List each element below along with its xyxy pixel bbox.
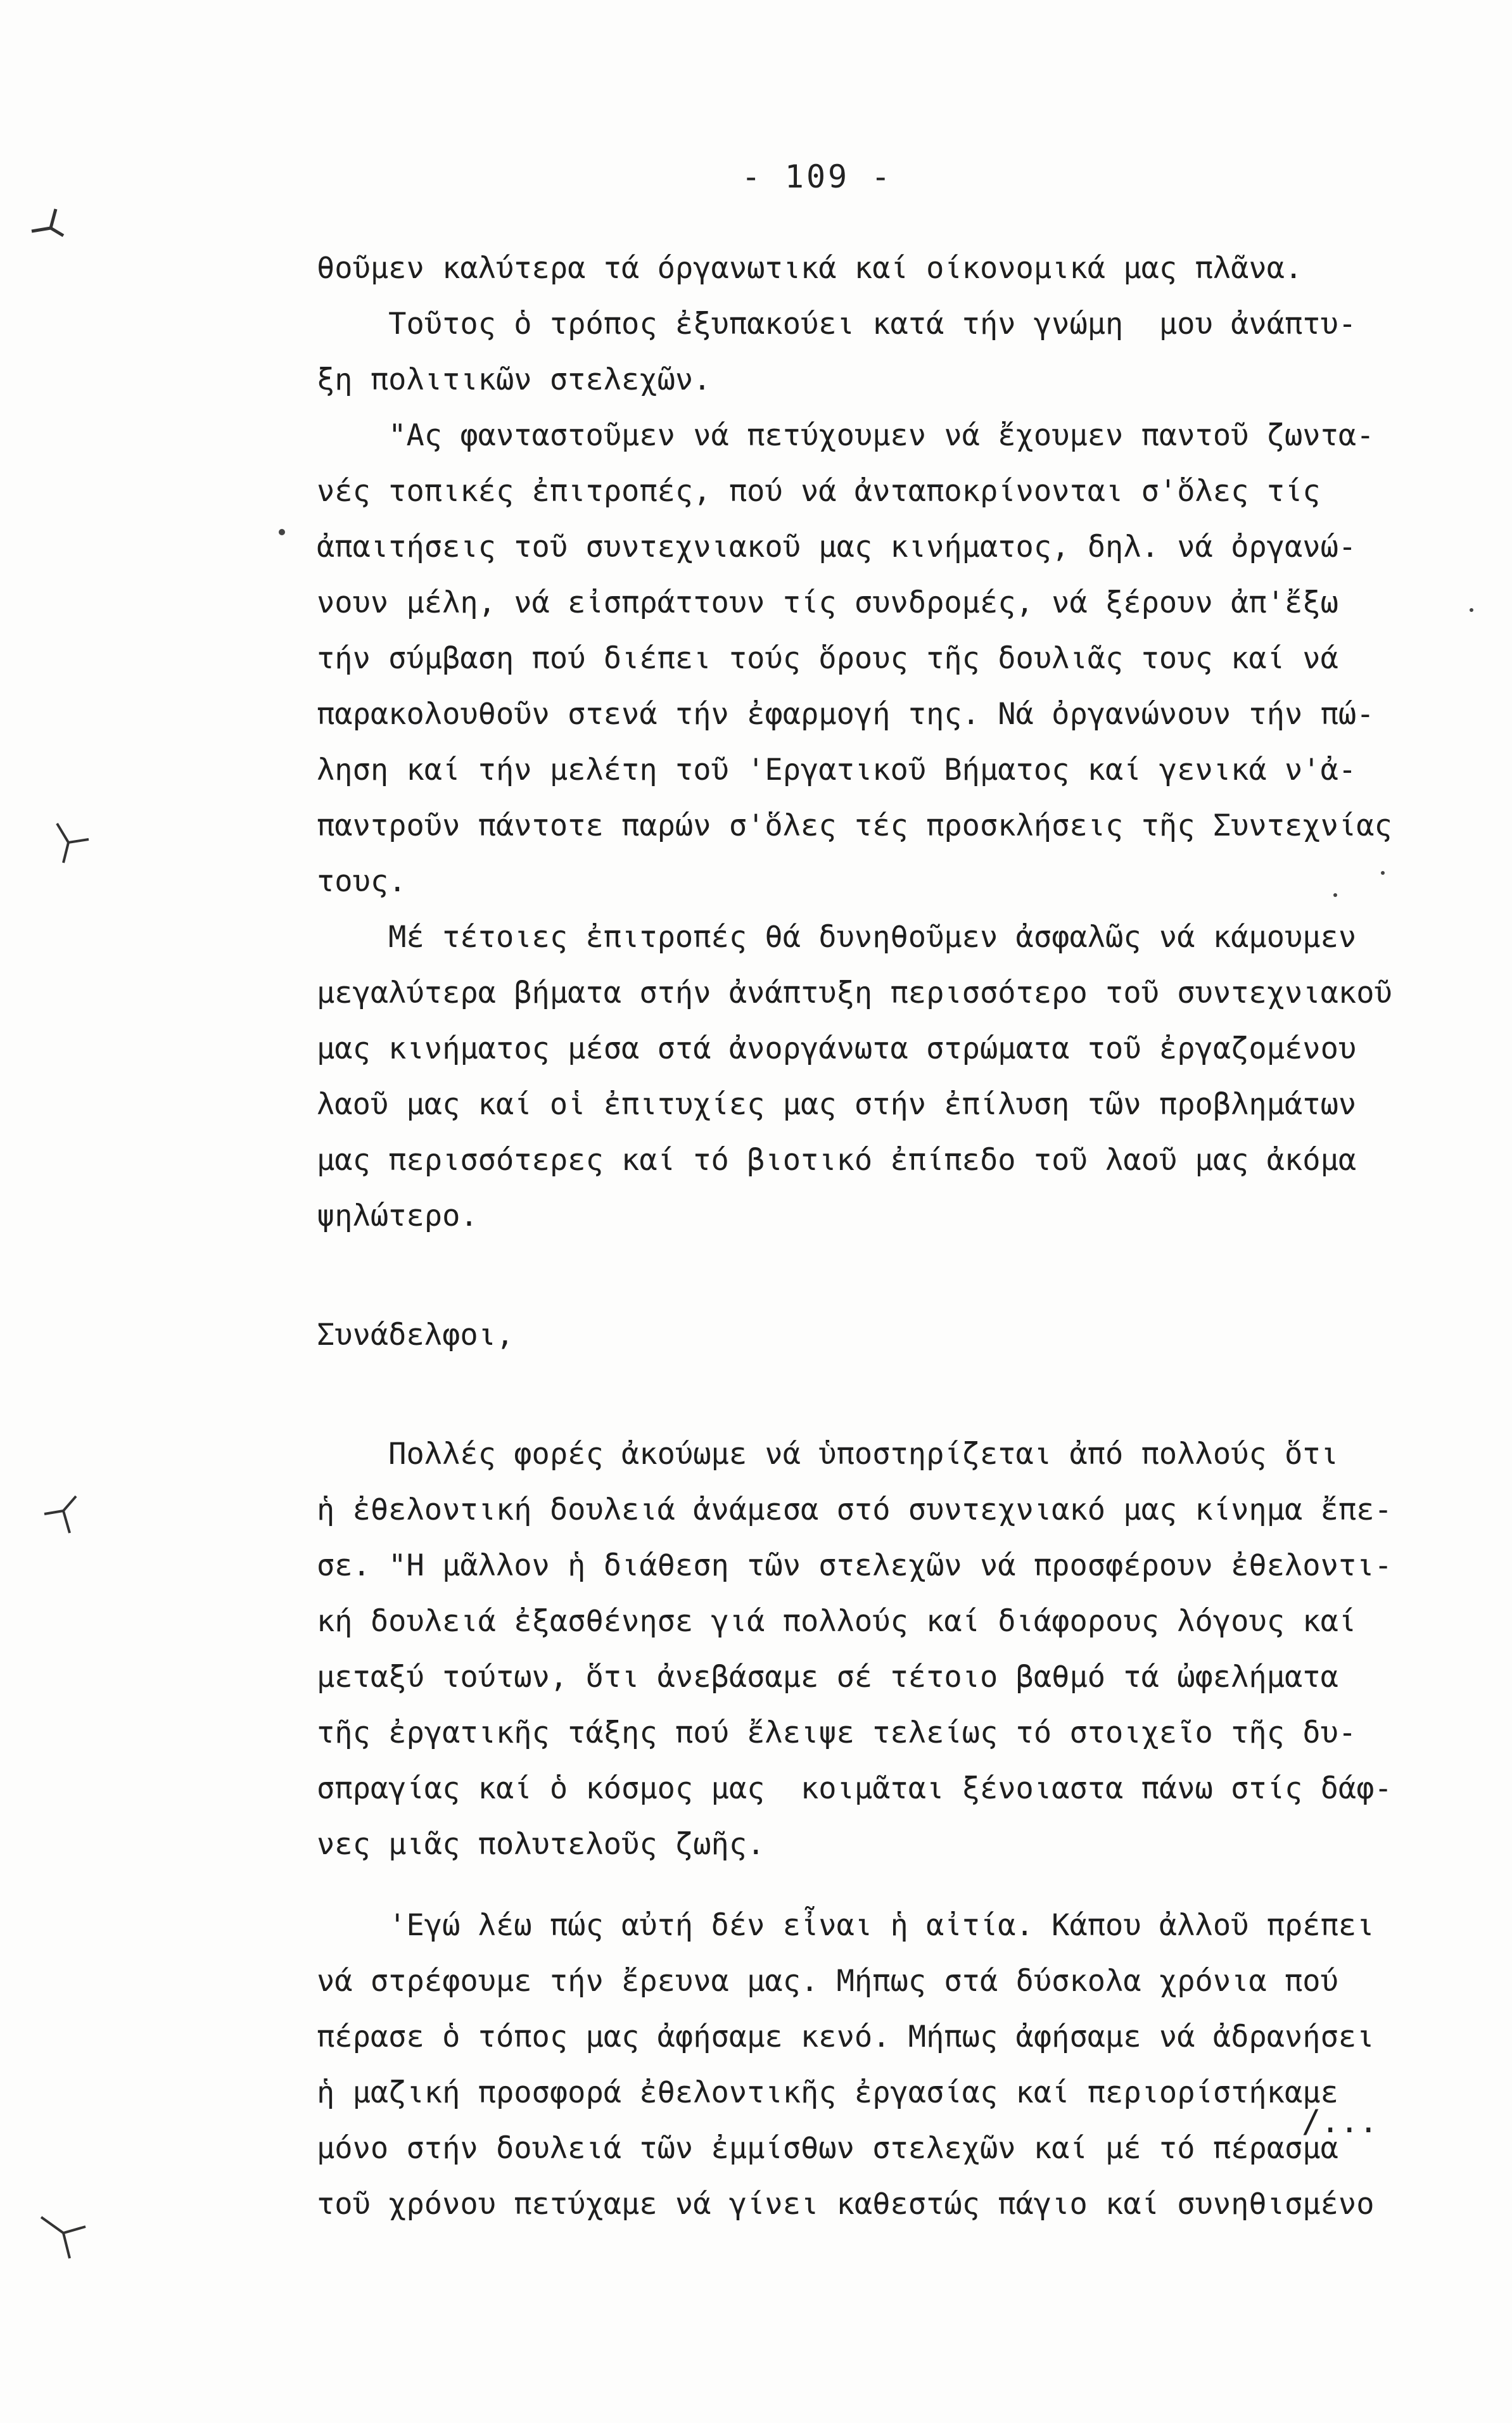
text-line: σπραγίας καί ὁ κόσμος μας κοιμᾶται ξένοιαστα πάνω στίς δάφ- bbox=[317, 1771, 1392, 1806]
text-line: νες μιᾶς πολυτελοῦς ζωῆς. bbox=[317, 1827, 765, 1862]
text-line: λαοῦ μας καί οἱ ἐπιτυχίες μας στήν ἐπίλυση τῶν προβλημάτων bbox=[317, 1087, 1357, 1122]
blank-line bbox=[317, 1873, 1495, 1898]
text-line: νές τοπικές ἐπιτροπές, πού νά ἀνταποκρίνονται σ'ὅλες τίς bbox=[317, 474, 1321, 509]
stray-dot bbox=[1333, 893, 1337, 897]
text-line: ξη πολιτικῶν στελεχῶν. bbox=[317, 362, 711, 397]
text-line: ψηλώτερο. bbox=[317, 1199, 478, 1233]
text-line: παρακολουθοῦν στενά τήν ἐφαρμογή της. Νά ὀργανώνουν τήν πώ- bbox=[317, 697, 1375, 732]
continuation-mark: /... bbox=[1302, 2103, 1378, 2140]
margin-mark-icon bbox=[44, 817, 95, 868]
text-line: μόνο στήν δουλειά τῶν ἐμμίσθων στελεχῶν καί μέ τό πέρασμα bbox=[317, 2131, 1338, 2166]
text-line: 'Εγώ λέω πώς αὐτή δέν εἶναι ἡ αἰτία. Κάπου ἀλλοῦ πρέπει bbox=[317, 1908, 1375, 1943]
body-text bbox=[317, 241, 1495, 2232]
text-line: τῆς ἐργατικῆς τάξης πού ἔλειψε τελείως τό στοιχεῖο τῆς δυ- bbox=[317, 1715, 1357, 1750]
margin-mark-icon bbox=[35, 2204, 92, 2261]
text-line: ἡ ἐθελοντική δουλειά ἀνάμεσα στό συντεχνιακό μας κίνημα ἔπε- bbox=[317, 1492, 1392, 1527]
text-line: Μέ τέτοιες ἐπιτροπές θά δυνηθοῦμεν ἀσφαλῶς νά κάμουμεν bbox=[317, 920, 1357, 955]
margin-mark-icon bbox=[25, 196, 76, 247]
text-line: μεγαλύτερα βήματα στήν ἀνάπτυξη περισσότερο τοῦ συντεχνιακοῦ bbox=[317, 976, 1392, 1010]
text-line: τους. bbox=[317, 864, 407, 899]
text-line: νουν μέλη, νά εἰσπράττουν τίς συνδρομές, νά ξέρουν ἀπ'ἔξω bbox=[317, 585, 1338, 620]
blank-line bbox=[317, 1244, 1495, 1307]
stray-dot bbox=[1381, 871, 1385, 875]
text-line: ἡ μαζική προσφορά ἐθελοντικῆς ἐργασίας καί περιορίστήκαμε bbox=[317, 2075, 1338, 2110]
text-line: μας περισσότερες καί τό βιοτικό ἐπίπεδο τοῦ λαοῦ μας ἀκόμα bbox=[317, 1143, 1357, 1178]
text-line: "Ας φανταστοῦμεν νά πετύχουμεν νά ἔχουμεν παντοῦ ζωντα- bbox=[317, 418, 1375, 453]
text-line: ληση καί τήν μελέτη τοῦ 'Εργατικοῦ Βήματος καί γενικά ν'ἀ- bbox=[317, 753, 1357, 787]
text-line: Τοῦτος ὁ τρόπος ἐξυπακούει κατά τήν γνώμη μου ἀνάπτυ- bbox=[317, 307, 1357, 341]
text-line: θοῦμεν καλύτερα τά όργανωτικά καί οίκονομικά μας πλᾶνα. bbox=[317, 251, 1303, 286]
stray-dot bbox=[279, 529, 285, 535]
stray-dot bbox=[1470, 608, 1473, 612]
text-line: τοῦ χρόνου πετύχαμε νά γίνει καθεστώς πάγιο καί συνηθισμένο bbox=[317, 2187, 1375, 2222]
text-line: παντροῦν πάντοτε παρών σ'ὅλες τές προσκλήσεις τῆς Συντεχνίας bbox=[317, 808, 1392, 843]
text-line: μας κινήματος μέσα στά ἀνοργάνωτα στρώματα τοῦ ἐργαζομένου bbox=[317, 1031, 1357, 1066]
text-line: ἀπαιτήσεις τοῦ συντεχνιακοῦ μας κινήματος, δηλ. νά ὀργανώ- bbox=[317, 530, 1357, 564]
text-line: νά στρέφουμε τήν ἔρευνα μας. Μήπως στά δύσκολα χρόνια πού bbox=[317, 1964, 1338, 1999]
margin-mark-icon bbox=[38, 1489, 89, 1539]
text-line: κή δουλειά ἐξασθένησε γιά πολλούς καί διάφορους λόγους καί bbox=[317, 1604, 1357, 1639]
text-line: σε. "Η μᾶλλον ἡ διάθεση τῶν στελεχῶν νά προσφέρουν ἐθελοντι- bbox=[317, 1548, 1392, 1583]
page-number: - 109 - bbox=[741, 158, 893, 195]
text-line: Πολλές φορές ἀκούωμε νά ὑποστηρίζεται ἀπό πολλούς ὅτι bbox=[317, 1437, 1338, 1472]
salutation: Συνάδελφοι, bbox=[317, 1318, 514, 1352]
blank-line bbox=[317, 1363, 1495, 1427]
text-line: πέρασε ὁ τόπος μας ἀφήσαμε κενό. Μήπως ἀφήσαμε νά ἀδρανήσει bbox=[317, 2019, 1375, 2054]
text-line: τήν σύμβαση πού διέπει τούς ὅρους τῆς δουλιᾶς τους καί νά bbox=[317, 641, 1338, 676]
text-line: μεταξύ τούτων, ὅτι ἀνεβάσαμε σέ τέτοιο βαθμό τά ὠφελήματα bbox=[317, 1660, 1338, 1695]
